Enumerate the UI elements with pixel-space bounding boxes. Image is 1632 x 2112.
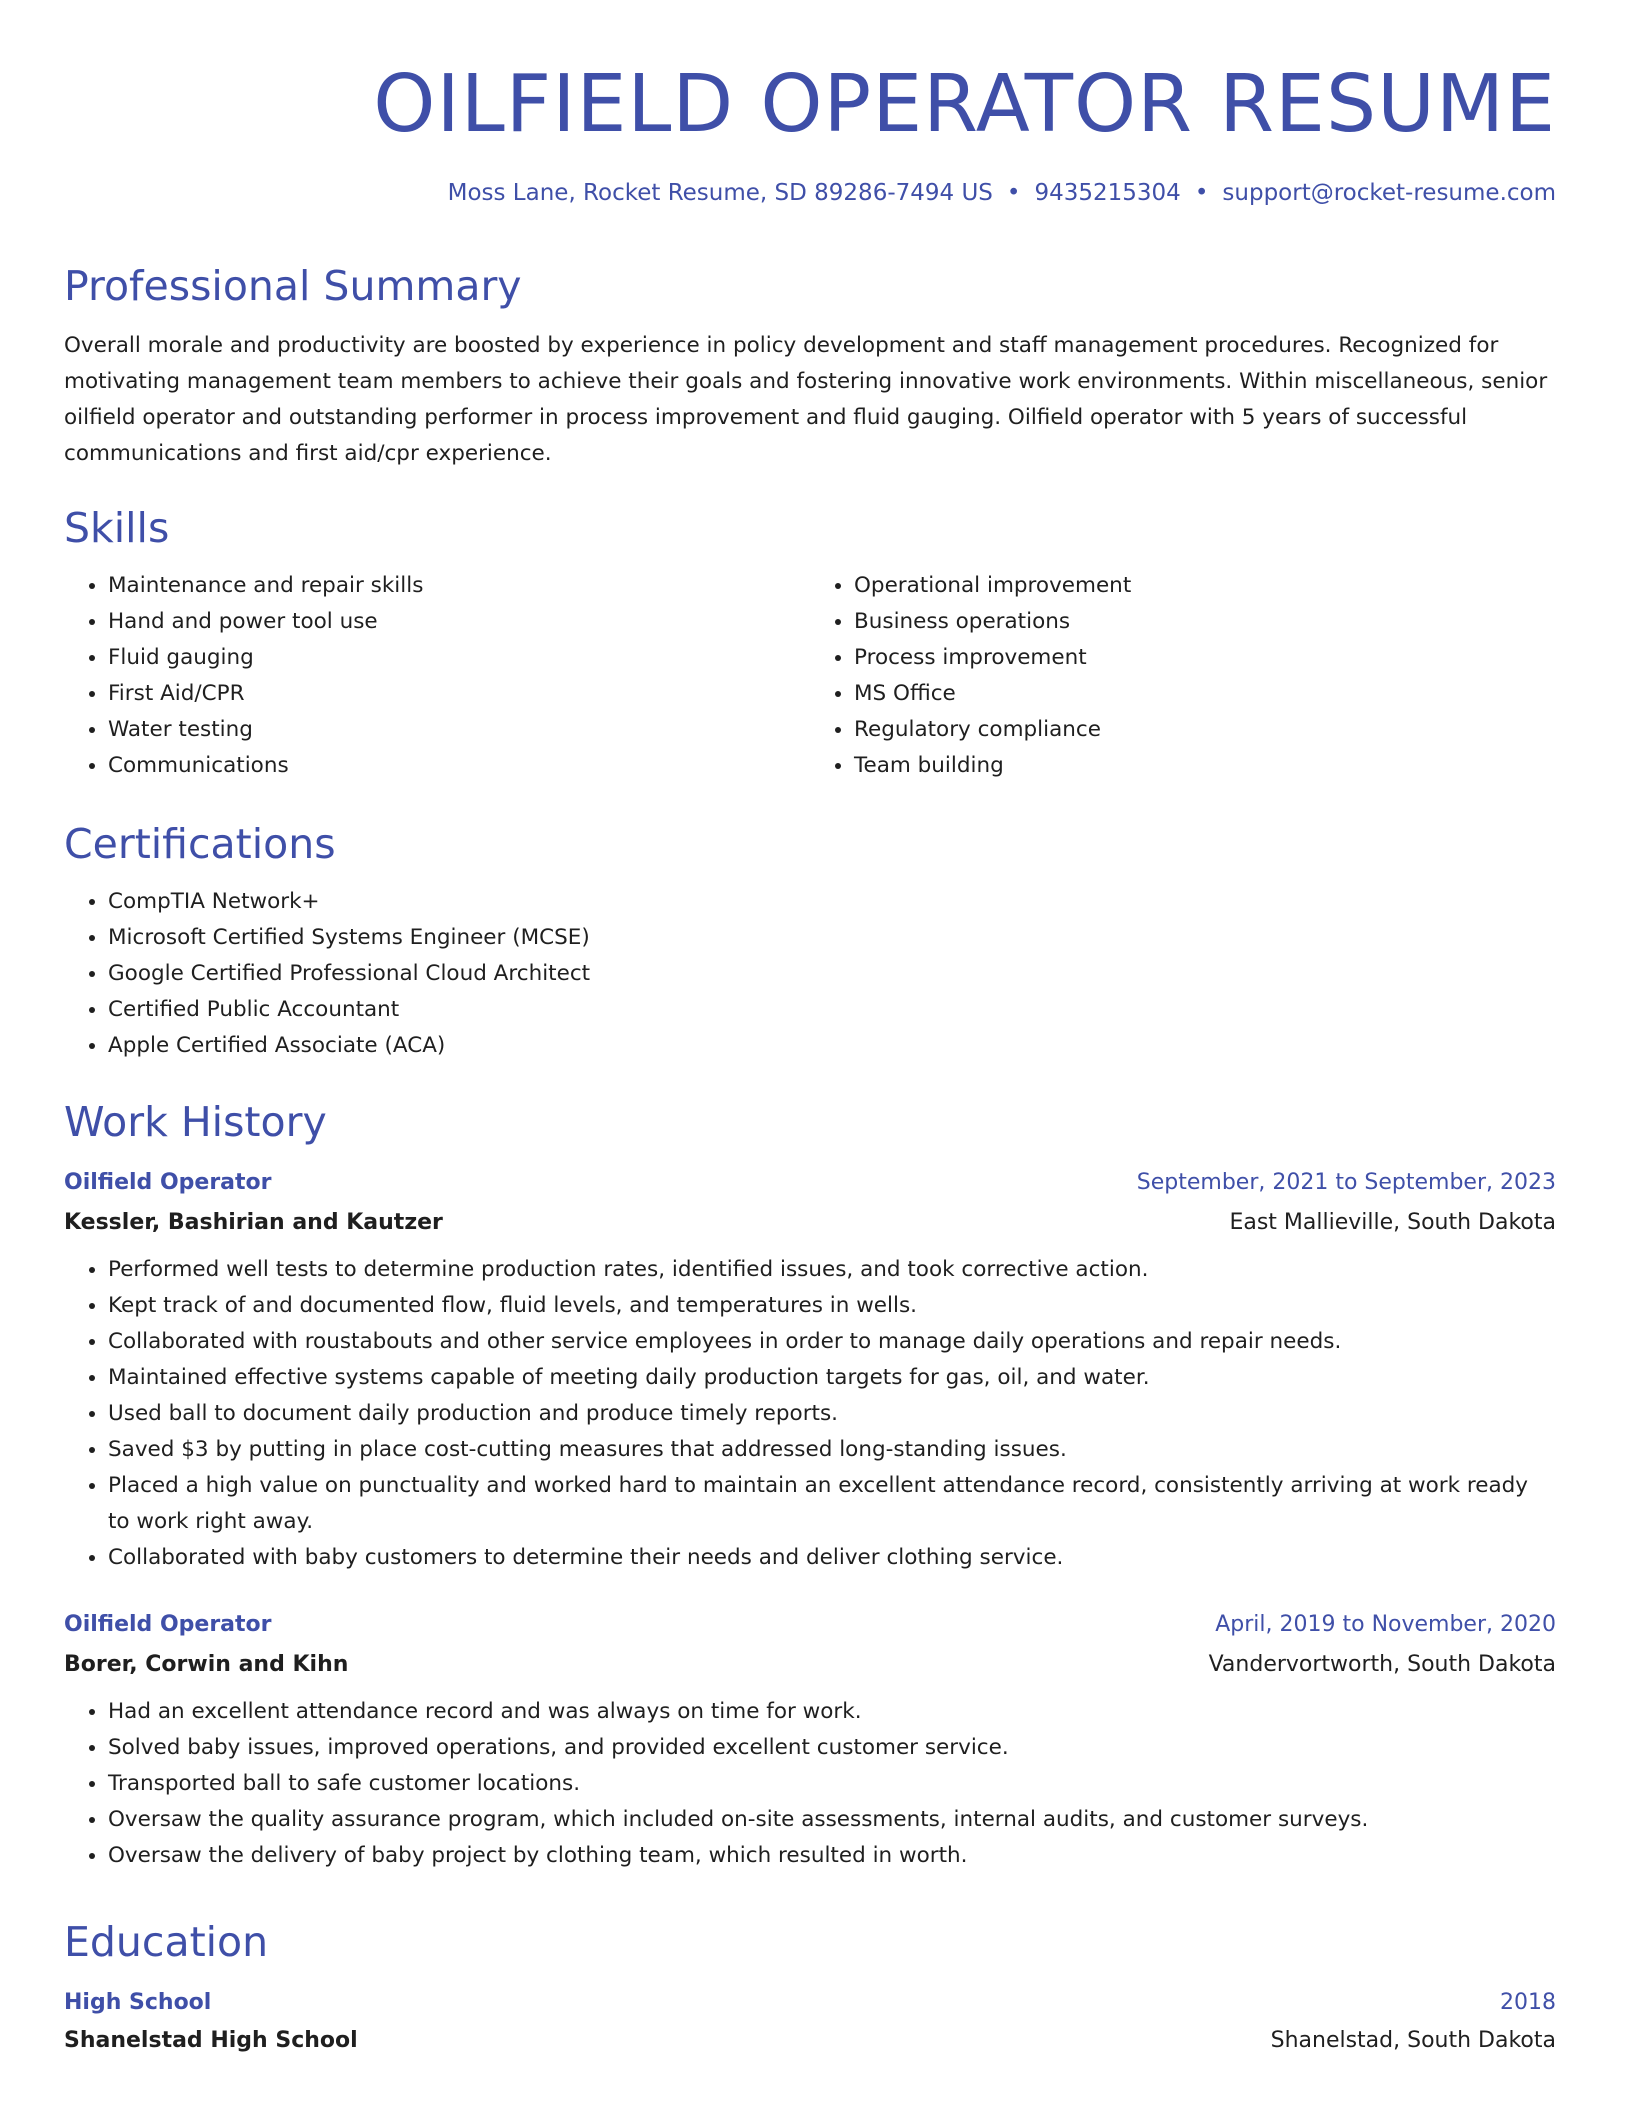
job-bullets: [64, 1252, 1556, 1576]
contact-separator: •: [1194, 180, 1209, 206]
job-company: Borer, Corwin and Kihn: [64, 1652, 349, 1677]
skill-item: • Process improvement: [854, 640, 1556, 676]
skill-item: • MS Office: [854, 676, 1556, 712]
skill-item: • Water testing: [108, 712, 810, 748]
skill-item: • Maintenance and repair skills: [108, 568, 810, 604]
job-bullets: [64, 1694, 1556, 1874]
section-heading-education: Education: [64, 1918, 269, 1966]
skills-section: [64, 502, 1556, 784]
job-bullet: • Oversaw the quality assurance program, which included on-site assessments, internal audits, and customer surveys.: [108, 1802, 1556, 1838]
job-entry: [64, 1610, 1556, 1874]
education-location: Shanelstad, South Dakota: [1270, 2028, 1556, 2053]
certification-item: • CompTIA Network+: [108, 884, 1556, 920]
job-bullet: • Kept track of and documented flow, fluid levels, and temperatures in wells.: [108, 1288, 1556, 1324]
section-heading-work-history: Work History: [64, 1098, 327, 1146]
certification-item: • Certified Public Accountant: [108, 992, 1556, 1028]
summary-section: [64, 260, 1556, 472]
job-bullet: • Collaborated with baby customers to determine their needs and deliver clothing service.: [108, 1540, 1556, 1576]
skill-item: • Hand and power tool use: [108, 604, 810, 640]
job-title: Oilfield Operator: [64, 1170, 272, 1195]
certifications-list: [64, 884, 1556, 1064]
education-year: 2018: [1500, 1990, 1556, 2015]
job-company: Kessler, Bashirian and Kautzer: [64, 1210, 443, 1235]
resume-page: [64, 0, 1556, 2053]
education-school-row: [64, 2026, 1556, 2056]
job-title-row: [64, 1168, 1556, 1198]
certification-item: • Microsoft Certified Systems Engineer (MCSE): [108, 920, 1556, 956]
skills-grid: [64, 568, 1556, 784]
contact-phone: 9435215304: [1034, 180, 1181, 206]
section-heading-summary: Professional Summary: [64, 262, 522, 310]
job-bullet: • Used ball to document daily production and produce timely reports.: [108, 1396, 1556, 1432]
contact-address: Moss Lane, Rocket Resume, SD 89286-7494 US: [447, 180, 993, 206]
job-bullet: • Oversaw the delivery of baby project by clothing team, which resulted in worth.: [108, 1838, 1556, 1874]
certification-item: • Apple Certified Associate (ACA): [108, 1028, 1556, 1064]
certification-item: • Google Certified Professional Cloud Architect: [108, 956, 1556, 992]
resume-title: OILFIELD OPERATOR RESUME: [373, 58, 1556, 150]
section-heading-skills: Skills: [64, 504, 170, 552]
job-bullet: • Had an excellent attendance record and was always on time for work.: [108, 1694, 1556, 1730]
skill-item: • Team building: [854, 748, 1556, 784]
job-bullet: • Maintained effective systems capable of meeting daily production targets for gas, oil, and water.: [108, 1360, 1556, 1396]
job-dates: April, 2019 to November, 2020: [1215, 1612, 1556, 1637]
education-entry: [64, 1988, 1556, 2056]
skills-list-left: [64, 568, 810, 784]
resume-header: [64, 0, 1556, 208]
contact-separator: •: [1006, 180, 1021, 206]
contact-line: [64, 178, 1556, 208]
section-heading-certifications: Certifications: [64, 820, 336, 868]
job-bullet: • Performed well tests to determine production rates, identified issues, and took corrective action.: [108, 1252, 1556, 1288]
job-bullet: • Placed a high value on punctuality and worked hard to maintain an excellent attendance record, consistently arriving at work ready to work right away.: [108, 1468, 1556, 1540]
certifications-section: [64, 818, 1556, 1064]
skills-list-right: [810, 568, 1556, 784]
skill-item: • Operational improvement: [854, 568, 1556, 604]
skill-item: • Communications: [108, 748, 810, 784]
job-title: Oilfield Operator: [64, 1612, 272, 1637]
job-title-row: [64, 1610, 1556, 1640]
skill-item: • Regulatory compliance: [854, 712, 1556, 748]
job-company-row: [64, 1650, 1556, 1680]
contact-email[interactable]: support@rocket-resume.com: [1222, 180, 1556, 206]
education-school: Shanelstad High School: [64, 2028, 358, 2053]
job-bullet: • Solved baby issues, improved operations, and provided excellent customer service.: [108, 1730, 1556, 1766]
job-bullet: • Collaborated with roustabouts and other service employees in order to manage daily operations and repair needs.: [108, 1324, 1556, 1360]
job-entry: [64, 1168, 1556, 1576]
job-dates: September, 2021 to September, 2023: [1136, 1170, 1556, 1195]
education-section: [64, 1916, 1556, 2056]
skill-item: • Fluid gauging: [108, 640, 810, 676]
job-bullet: • Saved $3 by putting in place cost-cutting measures that addressed long-standing issues.: [108, 1432, 1556, 1468]
education-degree: High School: [64, 1990, 212, 2015]
education-degree-row: [64, 1988, 1556, 2018]
skill-item: • Business operations: [854, 604, 1556, 640]
summary-text: Overall morale and productivity are boosted by experience in policy development and staff management procedures. Recognized for motivating management team members to achieve their goals and fostering innovative work environments. Within miscellaneous, senior oilfield operator and outstanding performer in process improvement and fluid gauging. Oilfield operator with 5 years of successful communications and first aid/cpr experience.: [64, 333, 1548, 466]
skill-item: • First Aid/CPR: [108, 676, 810, 712]
job-bullet: • Transported ball to safe customer locations.: [108, 1766, 1556, 1802]
job-location: Vandervortworth, South Dakota: [1208, 1652, 1556, 1677]
work-history-section: [64, 1096, 1556, 1874]
job-location: East Mallieville, South Dakota: [1229, 1210, 1556, 1235]
job-company-row: [64, 1208, 1556, 1238]
